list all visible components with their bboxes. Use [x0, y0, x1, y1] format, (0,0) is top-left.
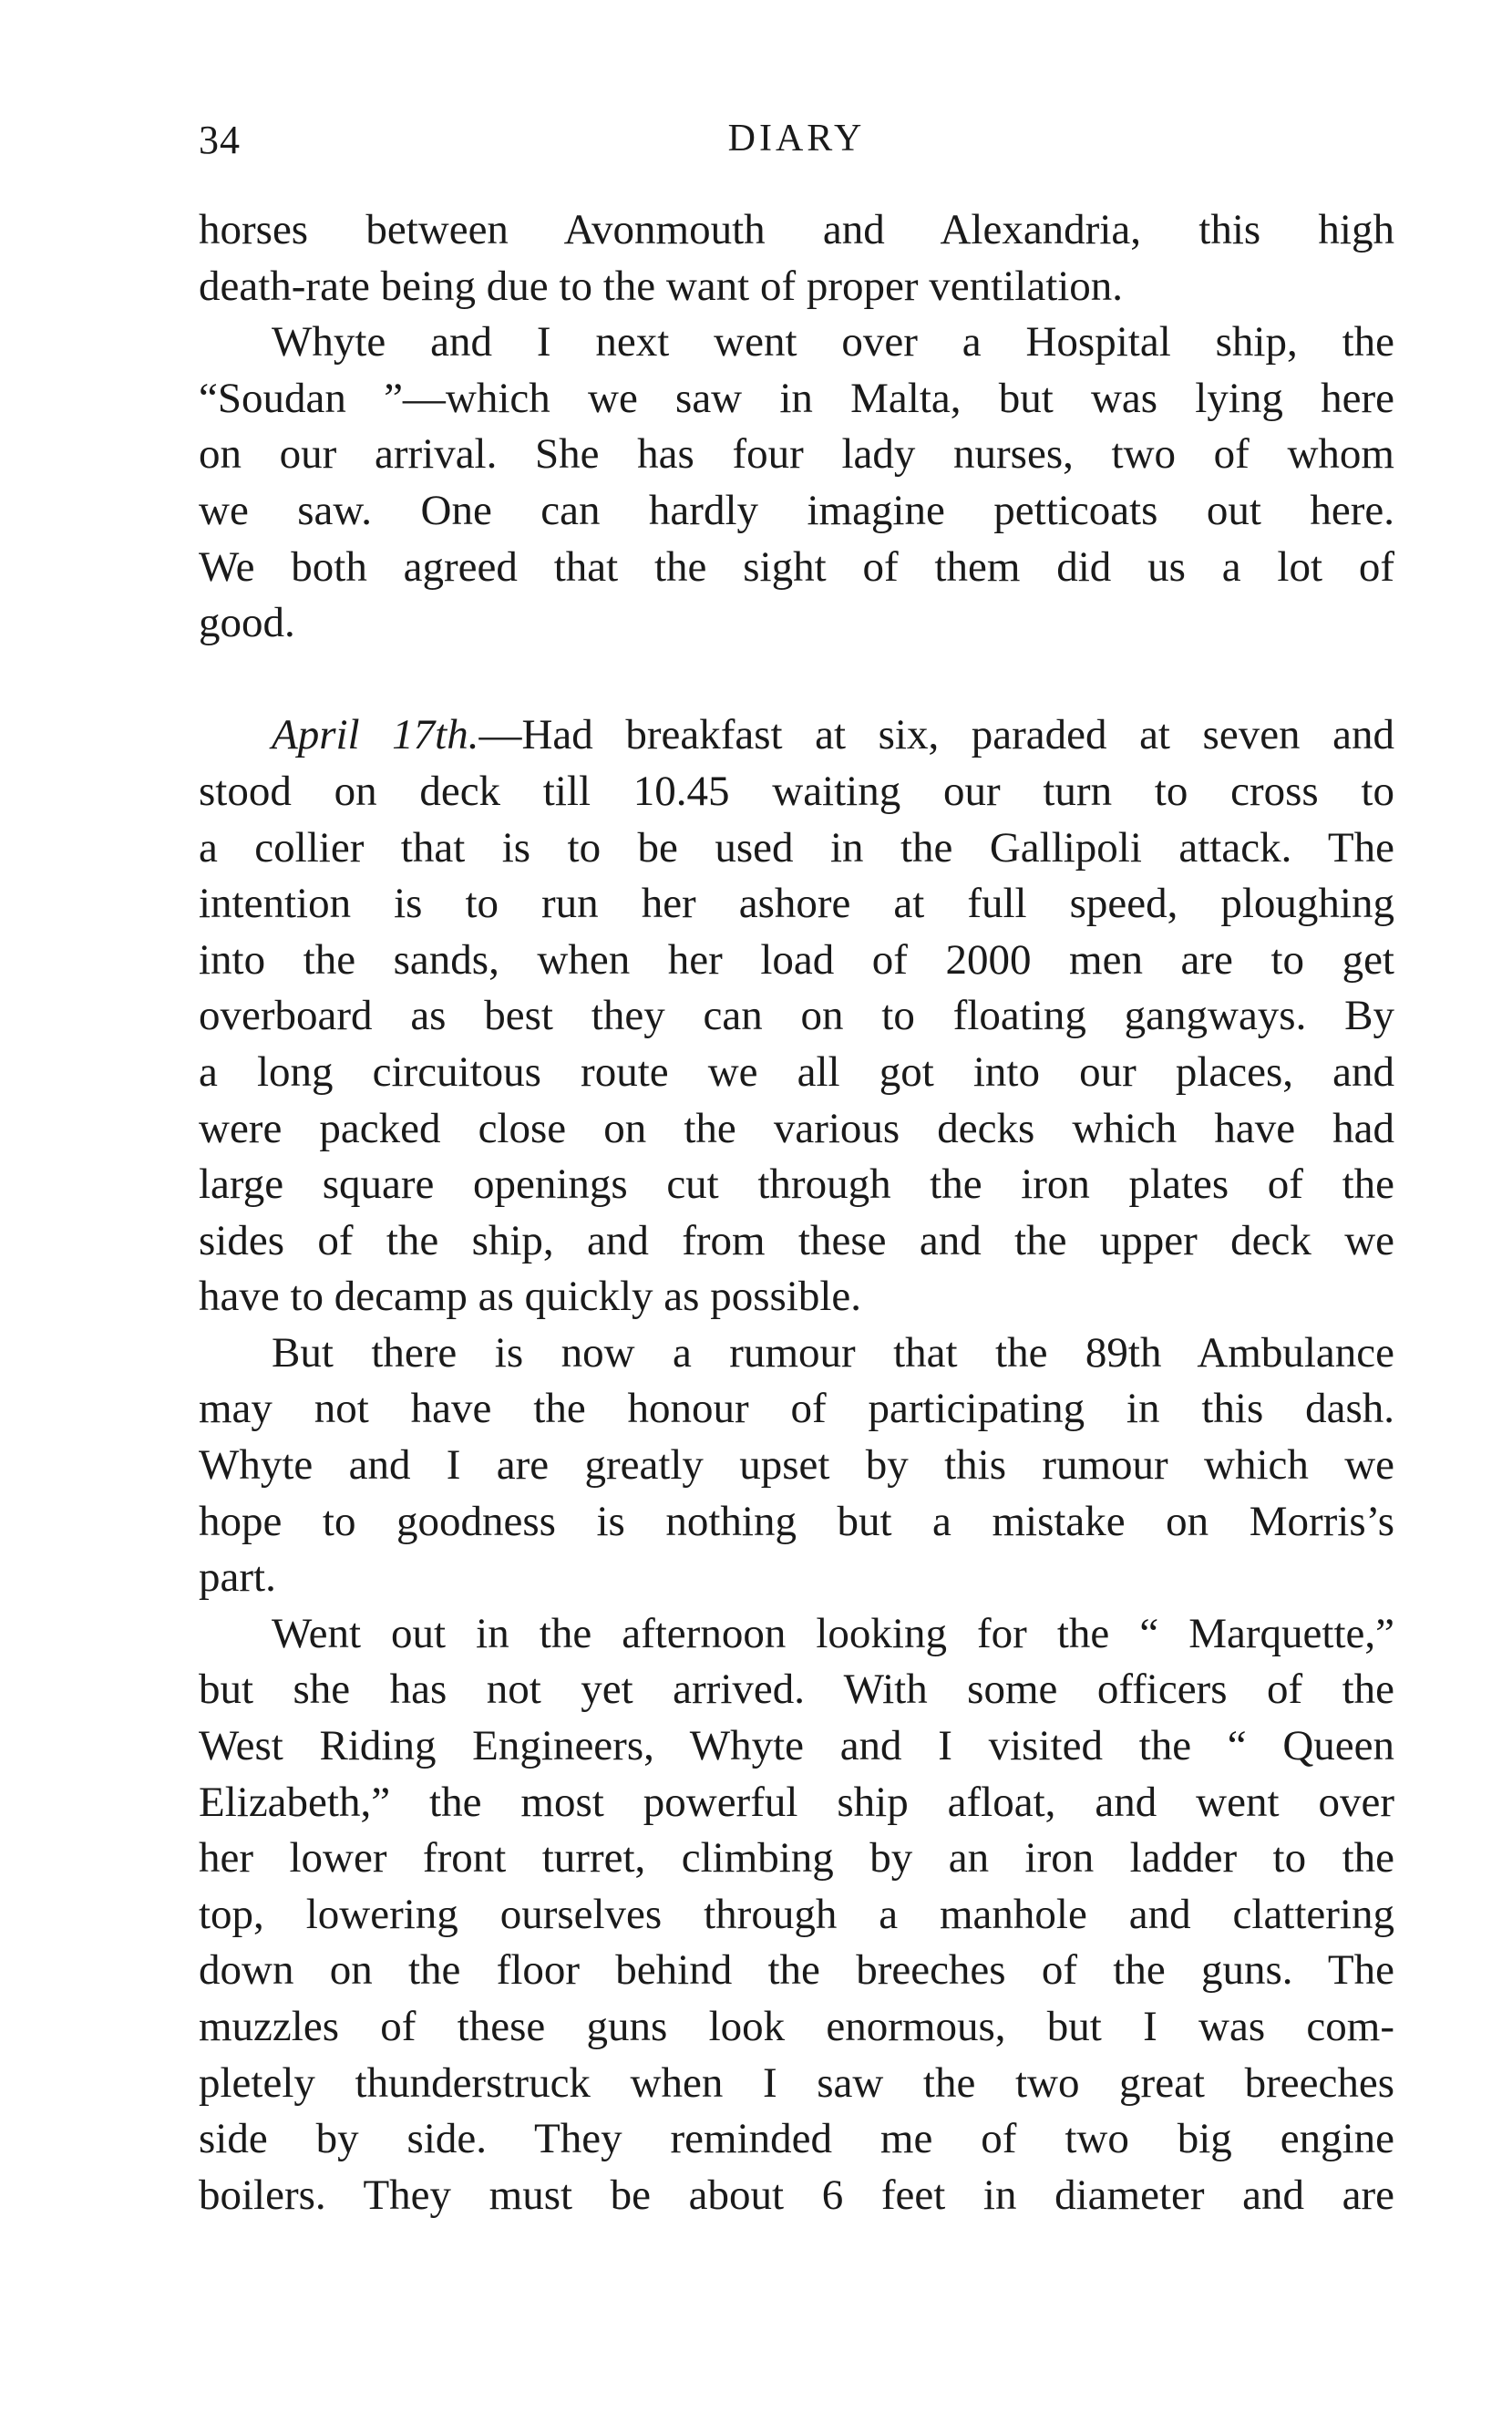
text-line: “Soudan ”—which we saw in Malta, but was lying here	[199, 374, 1394, 422]
text-line: but she has not yet arrived. With some officers of the	[199, 1666, 1394, 1714]
text-line: a collier that is to be used in the Gallipoli attack. The	[199, 823, 1394, 872]
text-line: Elizabeth,” the most powerful ship afloat, and went over	[199, 1778, 1394, 1826]
running-head	[199, 117, 1394, 171]
text-line: into the sands, when her load of 2000 men are to get	[199, 935, 1394, 984]
text-line: were packed close on the various decks which have had	[199, 1104, 1394, 1152]
page-number: 34	[199, 118, 241, 162]
text-line	[199, 707, 1394, 764]
text-line: top, lowering ourselves through a manhole and clattering	[199, 1890, 1394, 1938]
text-line: stood on deck till 10.45 waiting our turn to cross to	[199, 767, 1394, 815]
text-run: —Had breakfast at six, paraded at seven and	[478, 711, 1394, 759]
text-line: hope to goodness is nothing but a mistake on Morris’s	[199, 1497, 1394, 1545]
text-line: overboard as best they can on to floating gangways. By	[199, 992, 1394, 1040]
text-line: side by side. They reminded me of two big engine	[199, 2115, 1394, 2163]
text-line: muzzles of these guns look enormous, but I was com-	[199, 2003, 1394, 2050]
text-line: sides of the ship, and from these and the upper deck we	[199, 1216, 1394, 1264]
text-line: Whyte and I are greatly upset by this rumour which we	[199, 1441, 1394, 1490]
text-line: Whyte and I next went over a Hospital ship, the	[272, 318, 1394, 366]
paragraph-gap	[199, 652, 1394, 708]
text-line: intention is to run her ashore at full speed, ploughing	[199, 880, 1394, 928]
text-line: pletely thunderstruck when I saw the two great breeches	[199, 2058, 1394, 2107]
text-line: part.	[199, 1553, 276, 1602]
text-line: We both agreed that the sight of them did us a lot of	[199, 542, 1394, 591]
text-line: horses between Avonmouth and Alexandria, this high	[199, 206, 1394, 253]
text-line: Went out in the afternoon looking for the “ Marquette,”	[272, 1609, 1394, 1657]
text-line: down on the floor behind the breeches of the guns. The	[199, 1946, 1394, 1995]
text-line: boilers. They must be about 6 feet in diameter and are	[199, 2171, 1394, 2219]
diary-date: April 17th.	[272, 711, 479, 759]
text-line: a long circuitous route we all got into our places, and	[199, 1047, 1394, 1096]
text-line: large square openings cut through the iron plates of the	[199, 1160, 1394, 1209]
text-line: have to decamp as quickly as possible.	[199, 1273, 862, 1321]
text-line: may not have the honour of participating in this dash.	[199, 1385, 1394, 1433]
running-title: DIARY	[727, 118, 866, 160]
text-line: her lower front turret, climbing by an iron ladder to the	[199, 1834, 1394, 1882]
text-line: West Riding Engineers, Whyte and I visited the “ Queen	[199, 1722, 1394, 1770]
text-line: good.	[199, 599, 295, 647]
body-text	[199, 202, 1394, 2223]
text-line: But there is now a rumour that the 89th Ambulance	[272, 1328, 1394, 1377]
text-line: we saw. One can hardly imagine petticoats out here.	[199, 486, 1394, 534]
text-line: on our arrival. She has four lady nurses, two of whom	[199, 430, 1394, 479]
text-line: death-rate being due to the want of proper ventilation.	[199, 262, 1124, 310]
